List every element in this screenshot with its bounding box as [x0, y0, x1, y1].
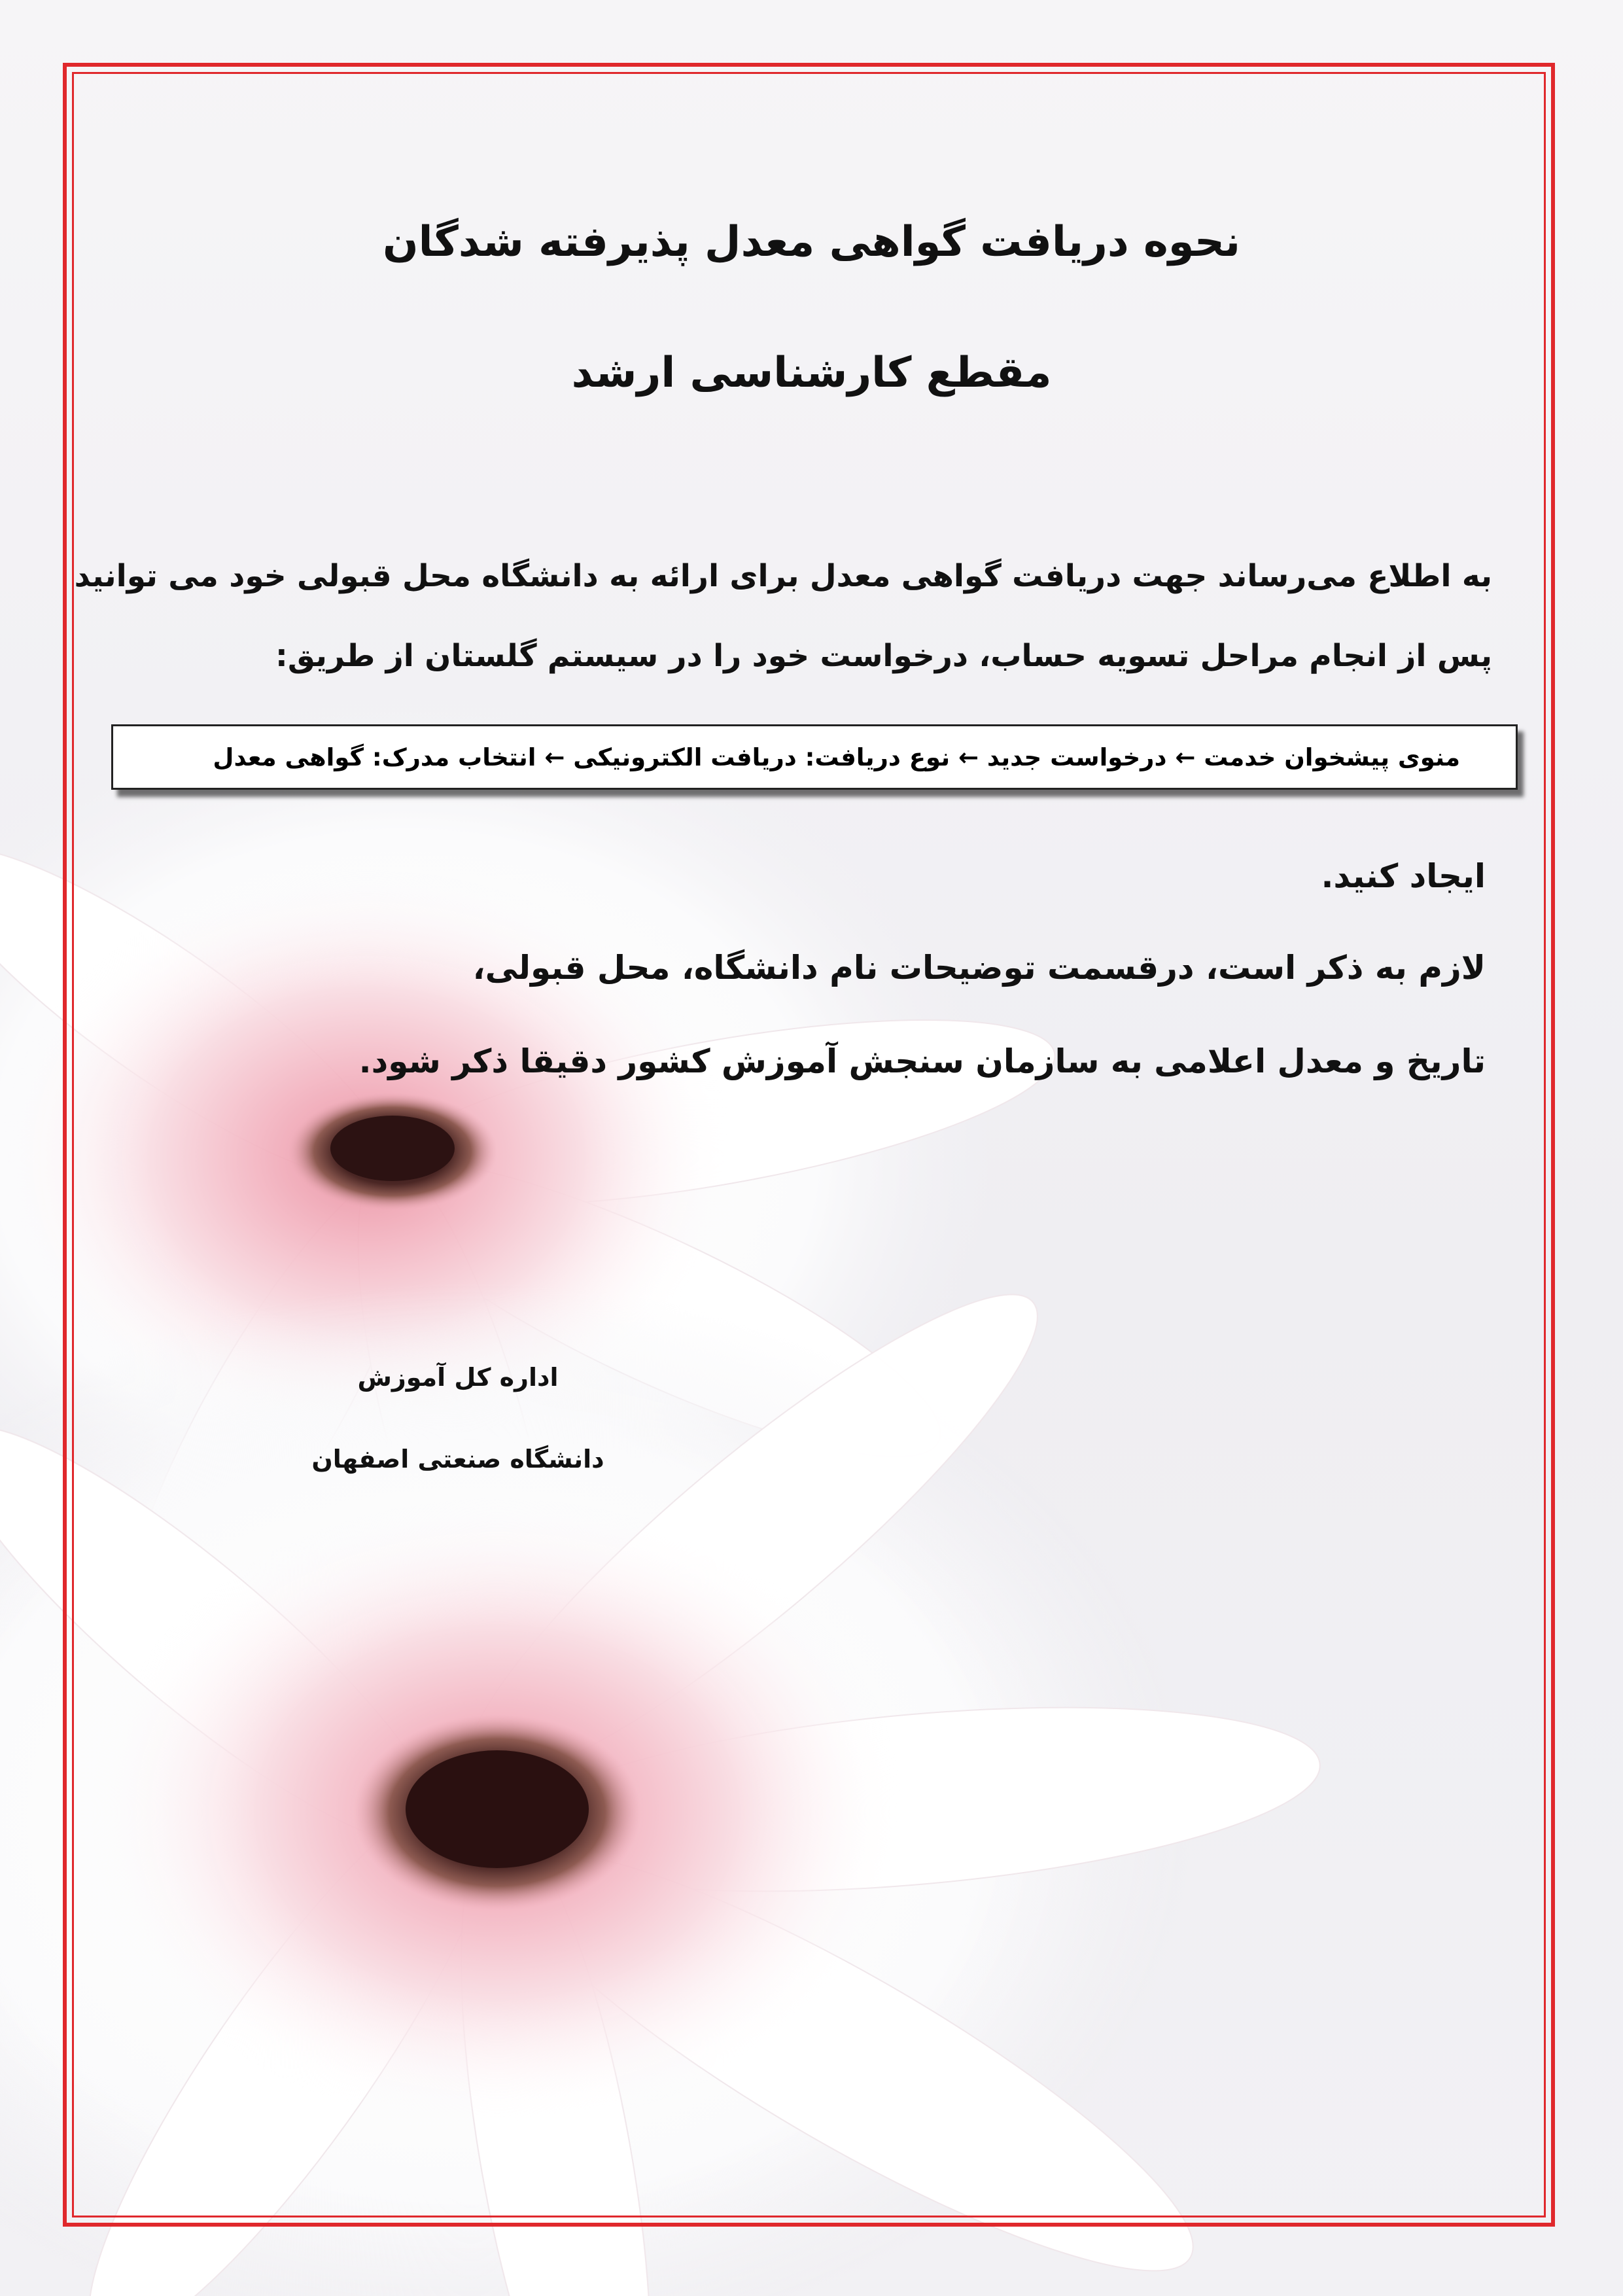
signature-department: اداره کل آموزش — [357, 1363, 559, 1392]
body-line-2: لازم به ذکر است، درقسمت توضیحات نام دانشگاه، محل قبولی، — [472, 949, 1486, 987]
menu-path-box — [111, 724, 1518, 790]
menu-path-text: منوی پیشخوان خدمت ← درخواست جدید ← نوع دریافت: دریافت الکترونیکی ← انتخاب مدرک: گواهی معدل — [213, 743, 1460, 771]
intro-line-1: به اطلاع می‌رساند جهت دریافت گواهی معدل برای ارائه به دانشگاه محل قبولی خود می توانید — [74, 558, 1492, 594]
body-line-3: تاریخ و معدل اعلامی به سازمان سنجش آموزش کشور دقیقا ذکر شود. — [358, 1042, 1486, 1080]
body-line-1: ایجاد کنید. — [1321, 857, 1486, 895]
title-line-1: نحوه دریافت گواهی معدل پذیرفته شدگان — [383, 218, 1240, 266]
intro-line-2: پس از انجام مراحل تسویه حساب، درخواست خود را در سیستم گلستان از طریق: — [275, 638, 1492, 674]
intro-paragraph — [74, 537, 1492, 696]
signature-university: دانشگاه صنعتی اصفهان — [311, 1445, 604, 1474]
title-line-2: مقطع کارشناسی ارشد — [571, 349, 1052, 397]
